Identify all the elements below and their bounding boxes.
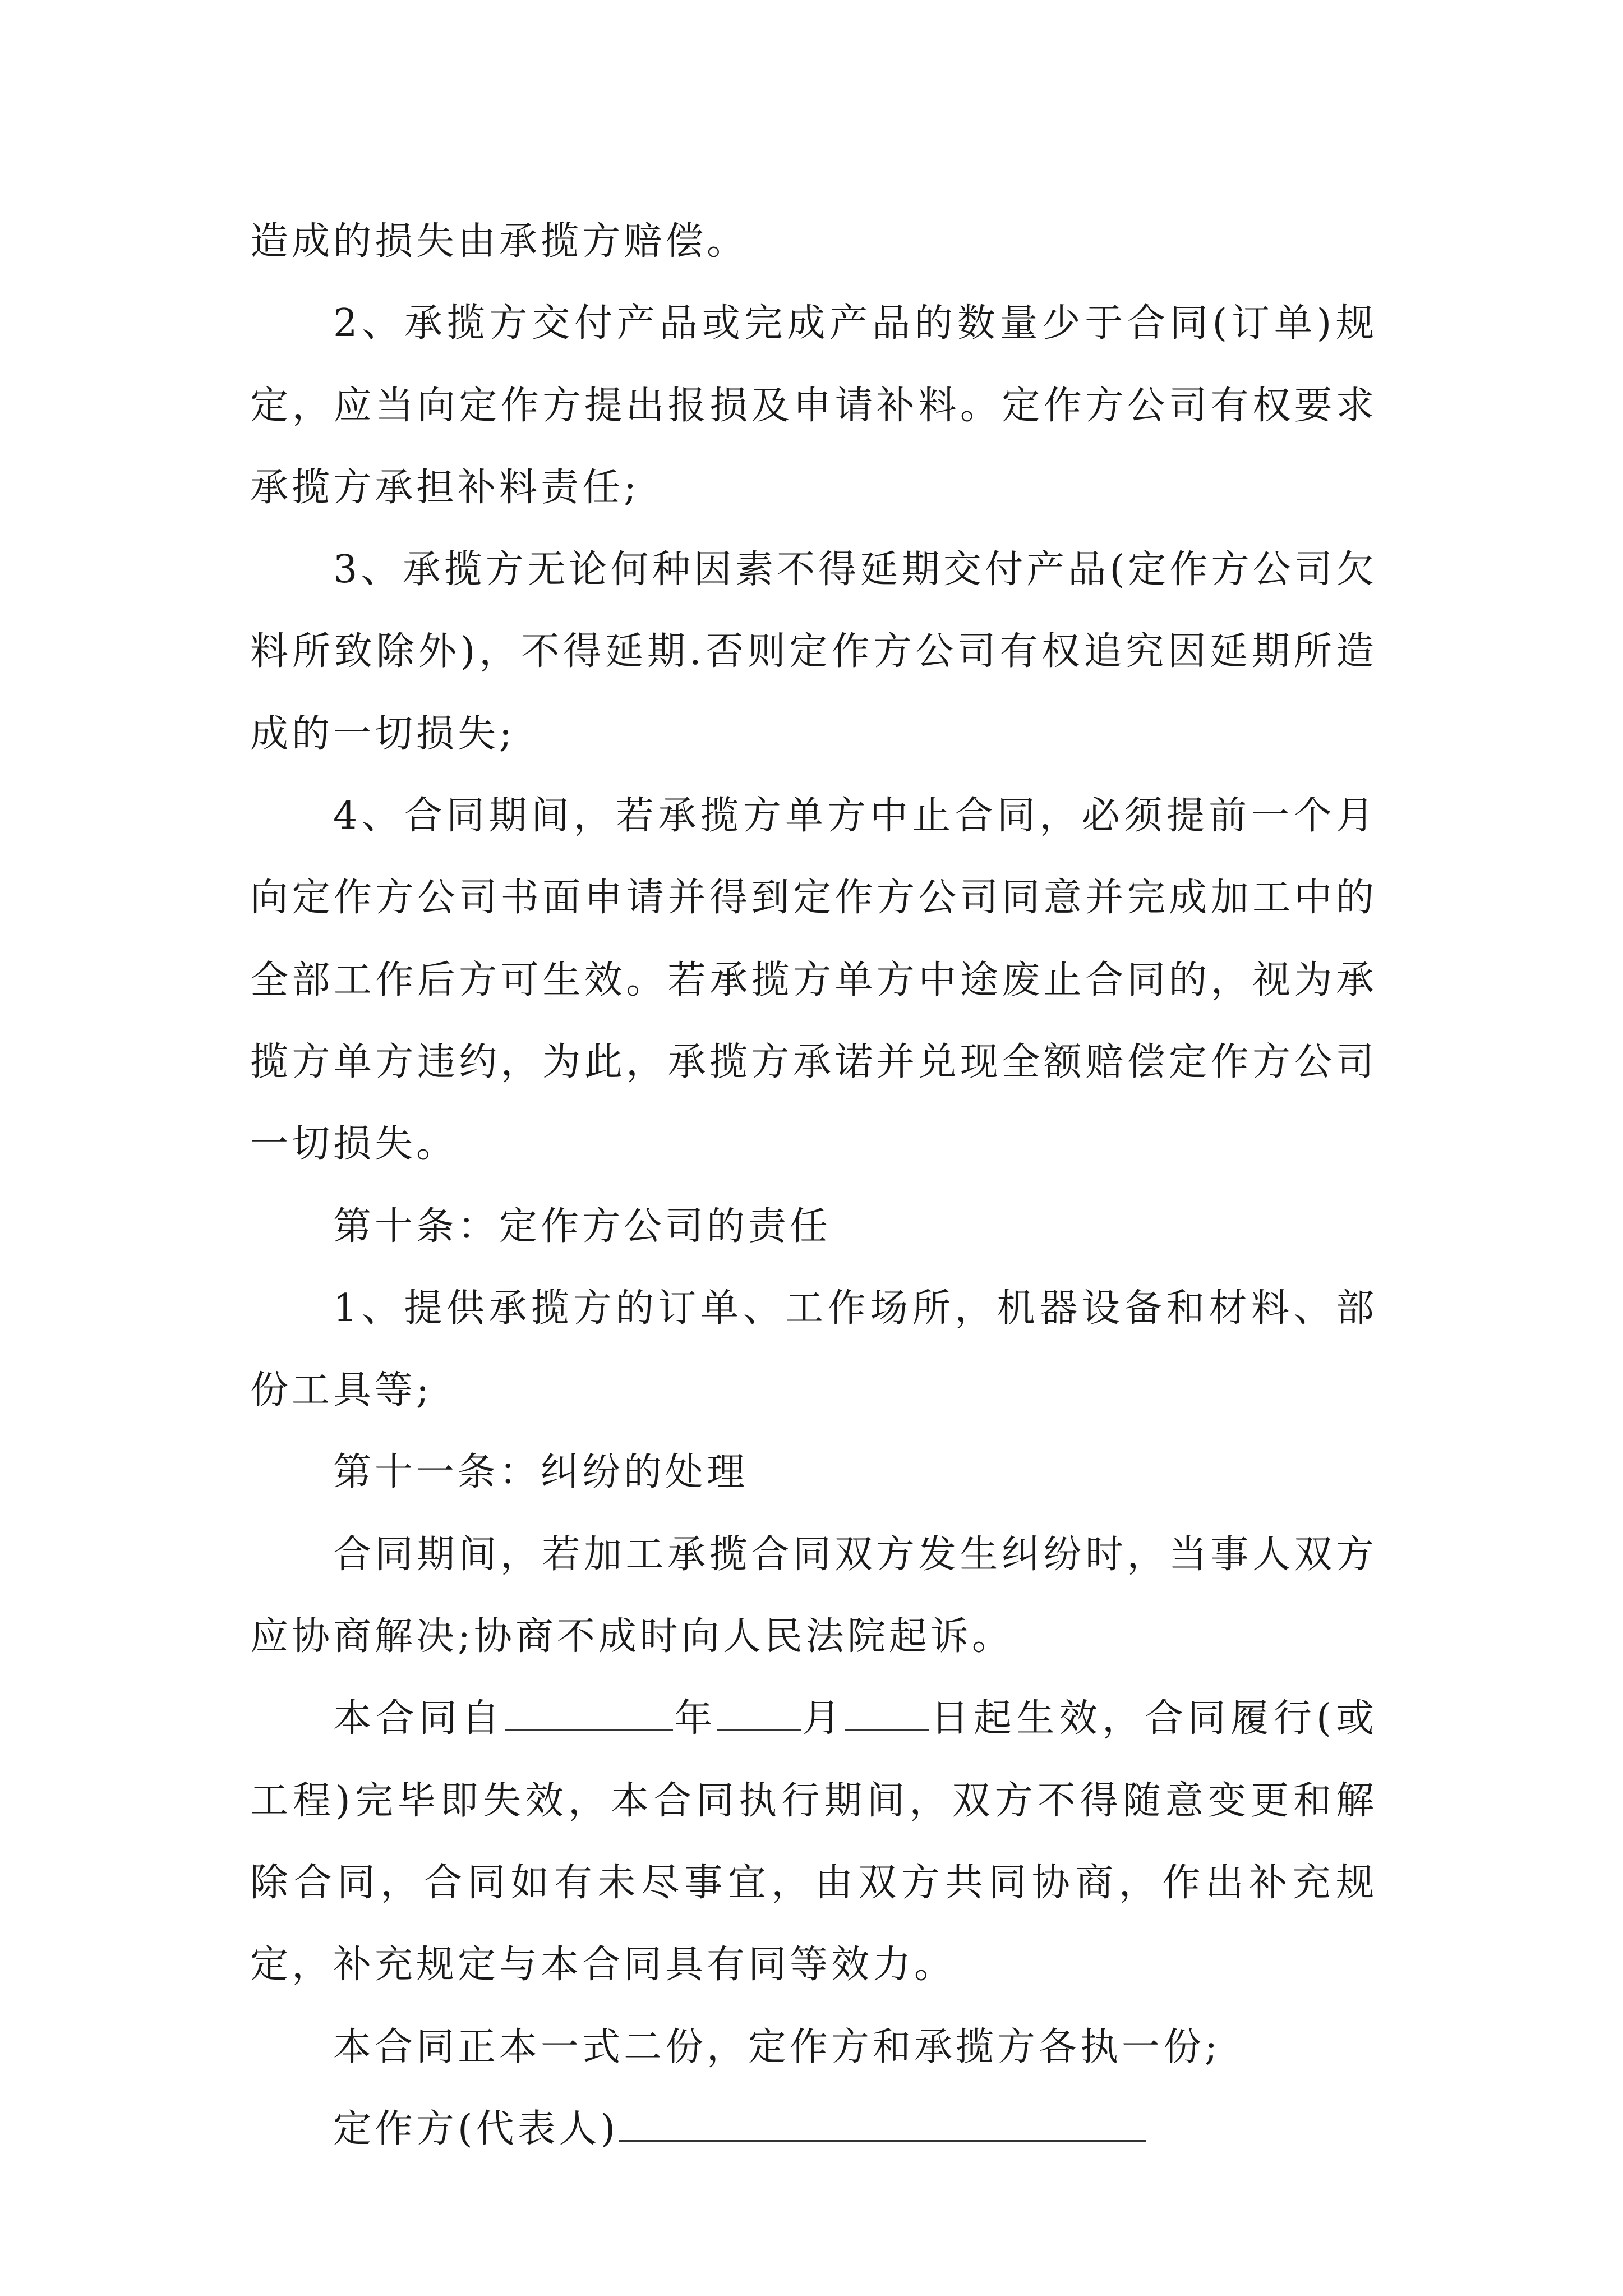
day-blank[interactable] [845, 1697, 929, 1731]
paragraph-continuation: 造成的损失由承揽方赔偿。 [250, 219, 749, 264]
article-10-item-1: 1、提供承揽方的订单、工作场所，机器设备和材料、部份工具等; [250, 1286, 1377, 1413]
effective-date-suffix: 日起生效，合同履行(或工程)完毕即失效，本合同执行期间，双方不得随意变更和解除合同，合同如有未尽事宜，由双方共同协商，作出补充规定，补充规定与本合同具有同等效力。 [250, 1696, 1378, 1987]
month-blank[interactable] [717, 1697, 801, 1731]
document-body [250, 201, 1377, 2170]
signature-blank[interactable] [619, 2108, 1146, 2142]
effective-date-paragraph [250, 1678, 1377, 2006]
year-label: 年 [672, 1696, 717, 1741]
month-label: 月 [801, 1696, 846, 1741]
year-blank[interactable] [505, 1697, 673, 1731]
clause-item-2: 2、承揽方交付产品或完成产品的数量少于合同(订单)规定，应当向定作方提出报损及申请补料。定作方公司有权要求承揽方承担补料责任; [250, 301, 1377, 510]
effective-date-prefix: 本合同自 [333, 1696, 505, 1741]
dispute-resolution-paragraph: 合同期间，若加工承揽合同双方发生纠纷时，当事人双方应协商解决;协商不成时向人民法院起诉。 [250, 1532, 1377, 1659]
copies-paragraph: 本合同正本一式二份，定作方和承揽方各执一份; [333, 2024, 1221, 2069]
clause-item-4: 4、合同期间，若承揽方单方中止合同，必须提前一个月向定作方公司书面申请并得到定作方公司同意并完成加工中的全部工作后方可生效。若承揽方单方中途废止合同的，视为承揽方单方违约，为此，承揽方承诺并兑现全额赔偿定作方公司一切损失。 [250, 794, 1377, 1167]
clause-item-3: 3、承揽方无论何种因素不得延期交付产品(定作方公司欠料所致除外)，不得延期.否则定作方公司有权追究因延期所造成的一切损失; [250, 547, 1377, 756]
article-10-heading: 第十条：定作方公司的责任 [333, 1204, 832, 1249]
signature-label: 定作方(代表人) [333, 2106, 619, 2151]
article-11-heading: 第十一条：纠纷的处理 [333, 1450, 749, 1495]
signature-line [250, 2088, 1377, 2170]
